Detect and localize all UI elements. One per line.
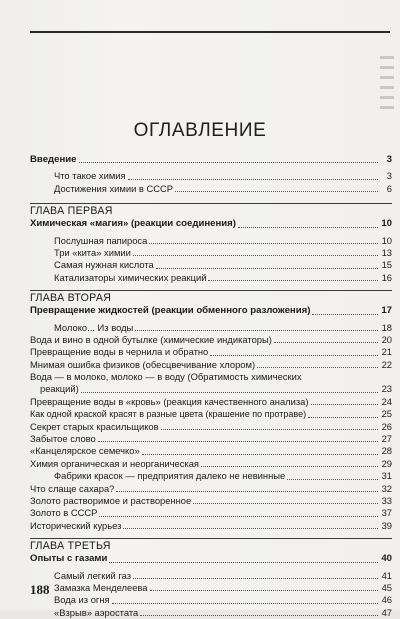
toc-item[interactable]: Исторический курьез 39 xyxy=(30,519,392,531)
toc-item[interactable]: Вода и вино в одной бутылке (химические индикаторы) 20 xyxy=(30,334,392,346)
toc-item-multiline[interactable]: Вода — в молоко, молоко — в воду (Обратимость химических реакций) 23 xyxy=(30,371,392,395)
toc-item[interactable]: «Канцелярское семечко» 28 xyxy=(30,445,392,457)
toc-item[interactable]: Превращение воды в «кровь» (реакция качественного анализа) 24 xyxy=(30,395,392,407)
toc-item[interactable]: Достижения химии в СССР 6 xyxy=(54,182,392,194)
toc-section-chapter1[interactable]: Химическая «магия» (реакции соединения) 10 xyxy=(30,218,392,230)
toc-item[interactable]: Секрет старых красильщиков 26 xyxy=(30,420,392,432)
chapter-heading-1: ГЛАВА ПЕРВАЯ xyxy=(30,203,392,218)
toc-item[interactable]: Молоко... Из воды 18 xyxy=(54,321,392,333)
chapter-heading-2: ГЛАВА ВТОРАЯ xyxy=(30,290,392,305)
toc-item[interactable]: Самая нужная кислота 15 xyxy=(54,259,392,271)
toc-item[interactable]: Что слаще сахара? 32 xyxy=(30,482,392,494)
toc-item[interactable]: Замазка Менделеева 45 xyxy=(54,581,392,593)
bleed-through-marks xyxy=(380,56,394,116)
toc-section-intro[interactable]: Введение 3 xyxy=(30,154,392,165)
toc-item[interactable]: Катализаторы химических реакций 16 xyxy=(54,271,392,283)
chapter-heading-3: ГЛАВА ТРЕТЬЯ xyxy=(30,538,392,553)
top-rule xyxy=(30,31,390,33)
toc-item[interactable]: Послушная папироса 10 xyxy=(54,234,392,246)
toc-item[interactable]: Забытое слово 27 xyxy=(30,432,392,444)
toc-item[interactable]: Что такое химия 3 xyxy=(54,170,392,182)
toc-item[interactable]: Фабрики красок — предприятия далеко не невинные 31 xyxy=(54,470,392,482)
page-title: ОГЛАВЛЕНИЕ xyxy=(133,120,267,141)
toc-item[interactable]: Вода из огня 46 xyxy=(54,594,392,606)
toc-item[interactable]: Как одной краской красят в разные цвета (крашение по протраве) 25 xyxy=(30,408,392,420)
toc-section-chapter2[interactable]: Превращение жидкостей (реакции обменного разложения) 17 xyxy=(30,305,392,317)
toc-item[interactable]: Три «кита» химии 13 xyxy=(54,247,392,259)
toc-item[interactable]: Химия органическая и неорганическая 29 xyxy=(30,457,392,469)
toc-item[interactable]: Превращение воды в чернила и обратно 21 xyxy=(30,346,392,358)
toc-item[interactable]: Золото в СССР 37 xyxy=(30,507,392,519)
toc-item[interactable]: Самый легкий газ 41 xyxy=(54,569,392,581)
toc-section-chapter3[interactable]: Опыты с газами 40 xyxy=(30,553,392,565)
table-of-contents xyxy=(30,154,392,619)
toc-item[interactable]: Золото растворимое и растворенное 33 xyxy=(30,494,392,506)
page-number: 188 xyxy=(30,582,50,597)
toc-item[interactable]: Мнимая ошибка физиков (обесцвечивание хлором) 22 xyxy=(30,358,392,370)
toc-item[interactable]: «Взрыв» аэростата 47 xyxy=(54,606,392,618)
